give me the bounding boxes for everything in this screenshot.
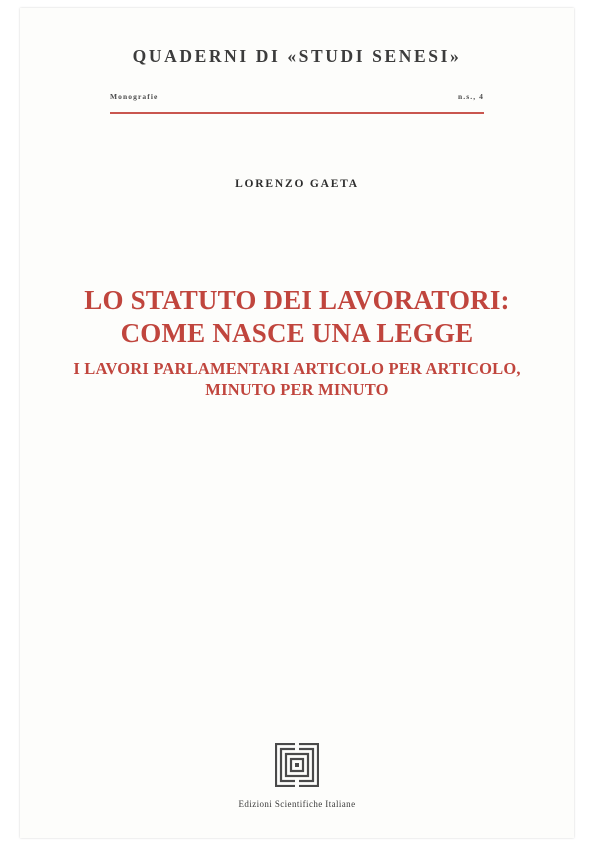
- title-block: [60, 284, 534, 401]
- author-name: LORENZO GAETA: [235, 178, 359, 190]
- series-subtitle-note: Monografie: [110, 92, 159, 101]
- publisher-block: [20, 743, 574, 809]
- book-title-line-2: COME NASCE UNA LEGGE: [120, 317, 474, 348]
- series-meta: [110, 92, 484, 101]
- series-title: QUADERNI DI «STUDI SENESI»: [132, 46, 462, 66]
- horizontal-rule: [110, 112, 484, 114]
- cover-sheet: [20, 8, 574, 838]
- publisher-name: Edizioni Scientifiche Italiane: [238, 799, 356, 809]
- book-subtitle-line-2: MINUTO PER MINUTO: [205, 380, 389, 400]
- book-subtitle-line-1: I LAVORI PARLAMENTARI ARTICOLO PER ARTICOLO,: [73, 358, 521, 378]
- esi-labyrinth-logo-icon: [275, 743, 319, 787]
- series-issue-number: n.s., 4: [457, 92, 484, 101]
- book-title-line-1: LO STATUTO DEI LAVORATORI:: [84, 285, 510, 315]
